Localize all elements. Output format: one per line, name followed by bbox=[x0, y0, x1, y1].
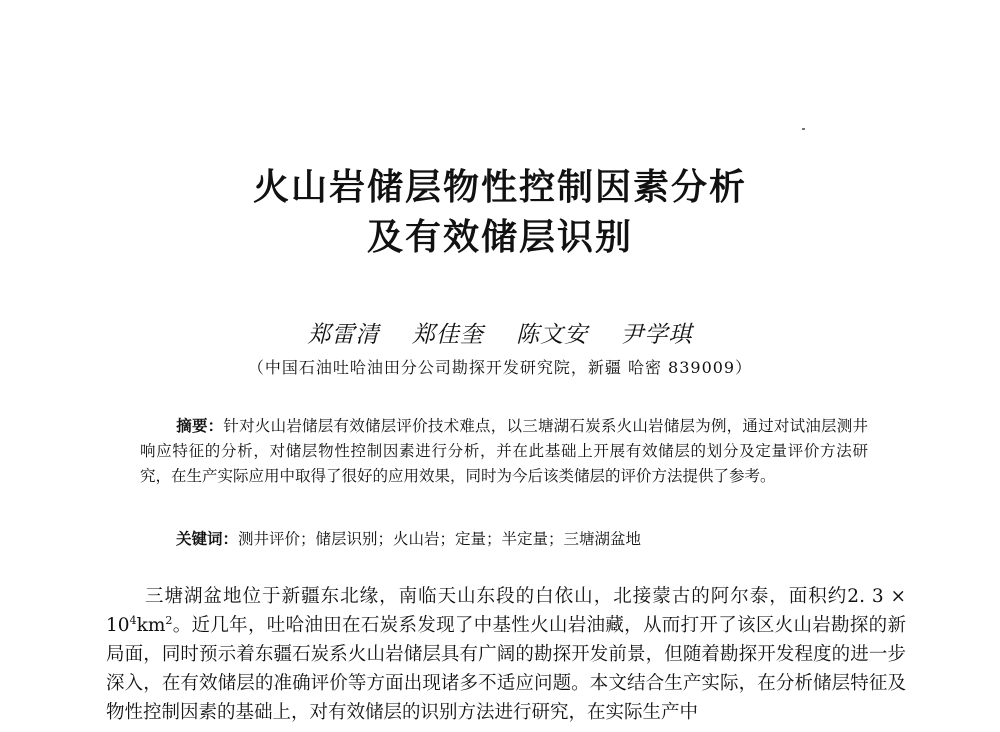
keywords-text: 测井评价；储层识别；火山岩；定量；半定量；三塘湖盆地 bbox=[238, 530, 642, 548]
paper-title-line-2: 及有效储层识别 bbox=[366, 217, 633, 258]
author-name: 陈文安 bbox=[516, 322, 589, 348]
body-text-part: 。近几年，吐哈油田在石炭系发现了中基性火山岩油藏，从而打开了该区火山岩勘探的新局面，同时预示着东疆石炭系火山岩储层具有广阔的勘探开发前景，但随着勘探开发程度的进一步深入，在有效储层的准确评价等方面出现诸多不适应问题。本文结合生产实际，在分析储层特征及物性控制因素的基础上，对有效储层的识别方法进行研究，在实际生产中 bbox=[106, 615, 906, 723]
abstract-label: 摘要： bbox=[176, 417, 224, 435]
body-paragraph bbox=[106, 582, 906, 727]
superscript: 4 bbox=[129, 613, 137, 627]
author-name: 郑佳奎 bbox=[411, 322, 484, 348]
keywords bbox=[176, 527, 641, 552]
abstract-text: 针对火山岩储层有效储层评价技术难点，以三塘湖石炭系火山岩储层为例，通过对试油层测井响应特征的分析，对储层物性控制因素进行分析，并在此基础上开展有效储层的划分及定量评价方法研究，在生产实际应用中取得了很好的应用效果，同时为今后该类储层的评价方法提供了参考。 bbox=[140, 417, 868, 485]
author-name: 郑雷清 bbox=[307, 322, 380, 348]
abstract bbox=[140, 414, 868, 489]
body-text-part: km bbox=[136, 615, 166, 636]
paper-title-line-1: 火山岩储层物性控制因素分析 bbox=[252, 167, 747, 208]
scan-speck bbox=[802, 128, 805, 130]
author-name: 尹学琪 bbox=[620, 322, 693, 348]
author-list bbox=[0, 320, 1000, 350]
body-text-part: 三塘湖盆地位于新疆东北缘，南临天山东段的白依山，北接蒙古的阿尔泰，面积约2. 3 × 10 bbox=[106, 586, 906, 636]
superscript: 2 bbox=[165, 613, 173, 627]
keywords-label: 关键词： bbox=[176, 530, 239, 548]
author-affiliation: （中国石油吐哈油田分公司勘探开发研究院，新疆 哈密 839009） bbox=[247, 358, 753, 377]
